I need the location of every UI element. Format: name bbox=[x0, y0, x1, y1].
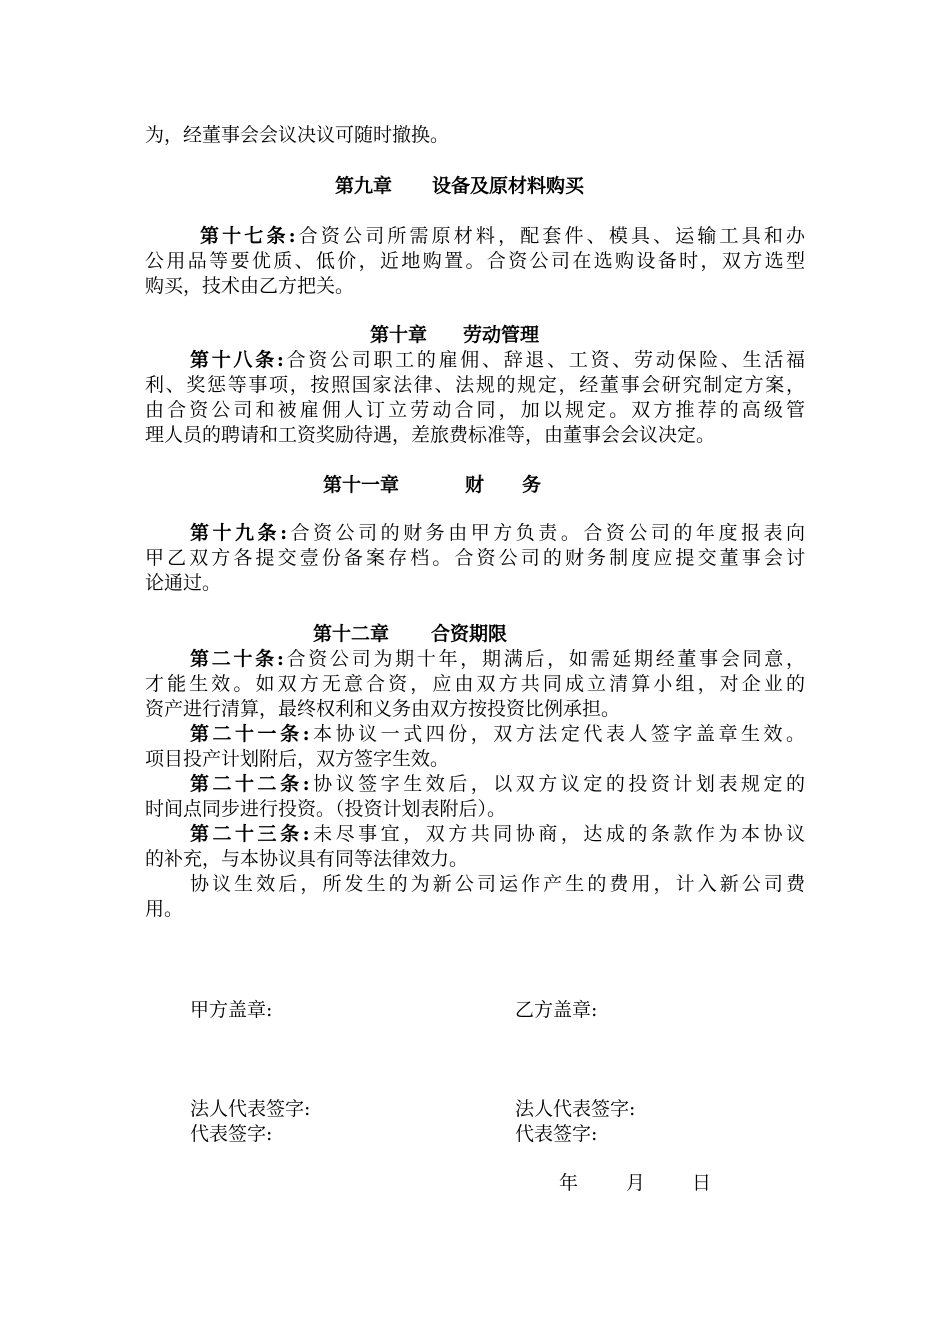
party-a-rep-label: 代表签字: bbox=[190, 1123, 273, 1145]
party-b-rep-label: 代表签字: bbox=[515, 1123, 598, 1145]
closing-line-2: 用。 bbox=[145, 898, 184, 920]
article-label: 第十九条: bbox=[190, 522, 288, 544]
article-18-line-4: 理人员的聘请和工资奖励待遇，差旅费标准等，由董事会会议决定。 bbox=[145, 424, 716, 446]
chapter-title: 财 bbox=[465, 474, 485, 496]
chapter-number: 第十章 bbox=[370, 324, 428, 346]
article-19-line-1 bbox=[190, 521, 805, 546]
article-text: 合资公司所需原材料，配套件、模具、运输工具和办 bbox=[295, 225, 805, 247]
article-20-line-1 bbox=[190, 647, 805, 672]
date-month: 月 bbox=[626, 1172, 646, 1194]
article-20-line-3: 资产进行清算，最终权利和义务由双方按投资比例承担。 bbox=[145, 698, 621, 720]
article-label: 第二十三条: bbox=[190, 823, 310, 845]
article-19-line-3: 论通过。 bbox=[145, 572, 222, 594]
article-label: 第二十一条: bbox=[190, 723, 310, 745]
article-22-line-2: 时间点同步进行投资。（投资计划表附后）。 bbox=[145, 798, 507, 820]
article-text: 合资公司的财务由甲方负责。合资公司的年度报表向 bbox=[287, 522, 805, 544]
article-text: 合资公司职工的雇佣、辞退、工资、劳动保险、生活福 bbox=[283, 349, 805, 371]
chapter-title: 设备及原材料购买 bbox=[432, 175, 585, 197]
article-17-line-2: 公用品等要优质、低价，近地购置。合资公司在选购设备时，双方选型 bbox=[145, 250, 805, 272]
chapter-number: 第十一章 bbox=[323, 474, 400, 496]
chapter-number: 第九章 bbox=[335, 175, 393, 197]
chapter-heading bbox=[313, 622, 507, 647]
article-17-line-3: 购买，技术由乙方把关。 bbox=[145, 275, 355, 297]
article-label: 第二十二条: bbox=[190, 773, 310, 795]
date-day: 日 bbox=[692, 1172, 712, 1194]
party-a-legal-rep-label: 法人代表签字: bbox=[190, 1098, 311, 1120]
article-text: 合资公司为期十年，期满后，如需延期经董事会同意， bbox=[283, 648, 805, 670]
article-19-line-2: 甲乙双方各提交壹份备案存档。合资公司的财务制度应提交董事会讨 bbox=[145, 547, 805, 569]
article-23-line-1 bbox=[190, 822, 805, 847]
article-label: 第二十条: bbox=[190, 648, 284, 670]
chapter-number: 第十二章 bbox=[313, 623, 390, 645]
chapter-title: 务 bbox=[522, 474, 542, 496]
chapter-heading bbox=[335, 174, 584, 199]
article-21-line-2: 项目投产计划附后，双方签字生效。 bbox=[145, 748, 450, 770]
article-text: 协议签字生效后，以双方议定的投资计划表规定的 bbox=[309, 773, 805, 795]
article-18-line-2: 利、奖惩等事项，按照国家法律、法规的规定，经董事会研究制定方案， bbox=[145, 374, 805, 396]
paragraph-line: 为，经董事会会议决议可随时撤换。 bbox=[145, 124, 450, 146]
article-label: 第十七条: bbox=[200, 225, 296, 247]
date-year: 年 bbox=[559, 1172, 579, 1194]
article-20-line-2: 才能生效。如双方无意合资，应由双方共同成立清算小组，对企业的 bbox=[145, 673, 805, 695]
article-18-line-1 bbox=[190, 348, 805, 373]
article-23-line-2: 的补充，与本协议具有同等法律效力。 bbox=[145, 848, 469, 870]
article-18-line-3: 由合资公司和被雇佣人订立劳动合同，加以规定。双方推荐的高级管 bbox=[145, 399, 805, 421]
chapter-title: 合资期限 bbox=[431, 623, 508, 645]
article-label: 第十八条: bbox=[190, 349, 284, 371]
party-a-seal-label: 甲方盖章: bbox=[190, 999, 273, 1021]
closing-line-1: 协议生效后，所发生的为新公司运作产生的费用，计入新公司费 bbox=[190, 873, 805, 895]
article-text: 本协议一式四份，双方法定代表人签字盖章生效。 bbox=[309, 723, 805, 745]
party-b-legal-rep-label: 法人代表签字: bbox=[515, 1098, 636, 1120]
article-17-line-1 bbox=[200, 224, 805, 249]
article-22-line-1 bbox=[190, 772, 805, 797]
chapter-heading bbox=[323, 473, 541, 498]
article-text: 未尽事宜，双方共同协商，达成的条款作为本协议 bbox=[309, 823, 805, 845]
chapter-heading bbox=[370, 323, 539, 348]
party-b-seal-label: 乙方盖章: bbox=[515, 999, 598, 1021]
article-21-line-1 bbox=[190, 722, 805, 747]
chapter-title: 劳动管理 bbox=[463, 324, 540, 346]
